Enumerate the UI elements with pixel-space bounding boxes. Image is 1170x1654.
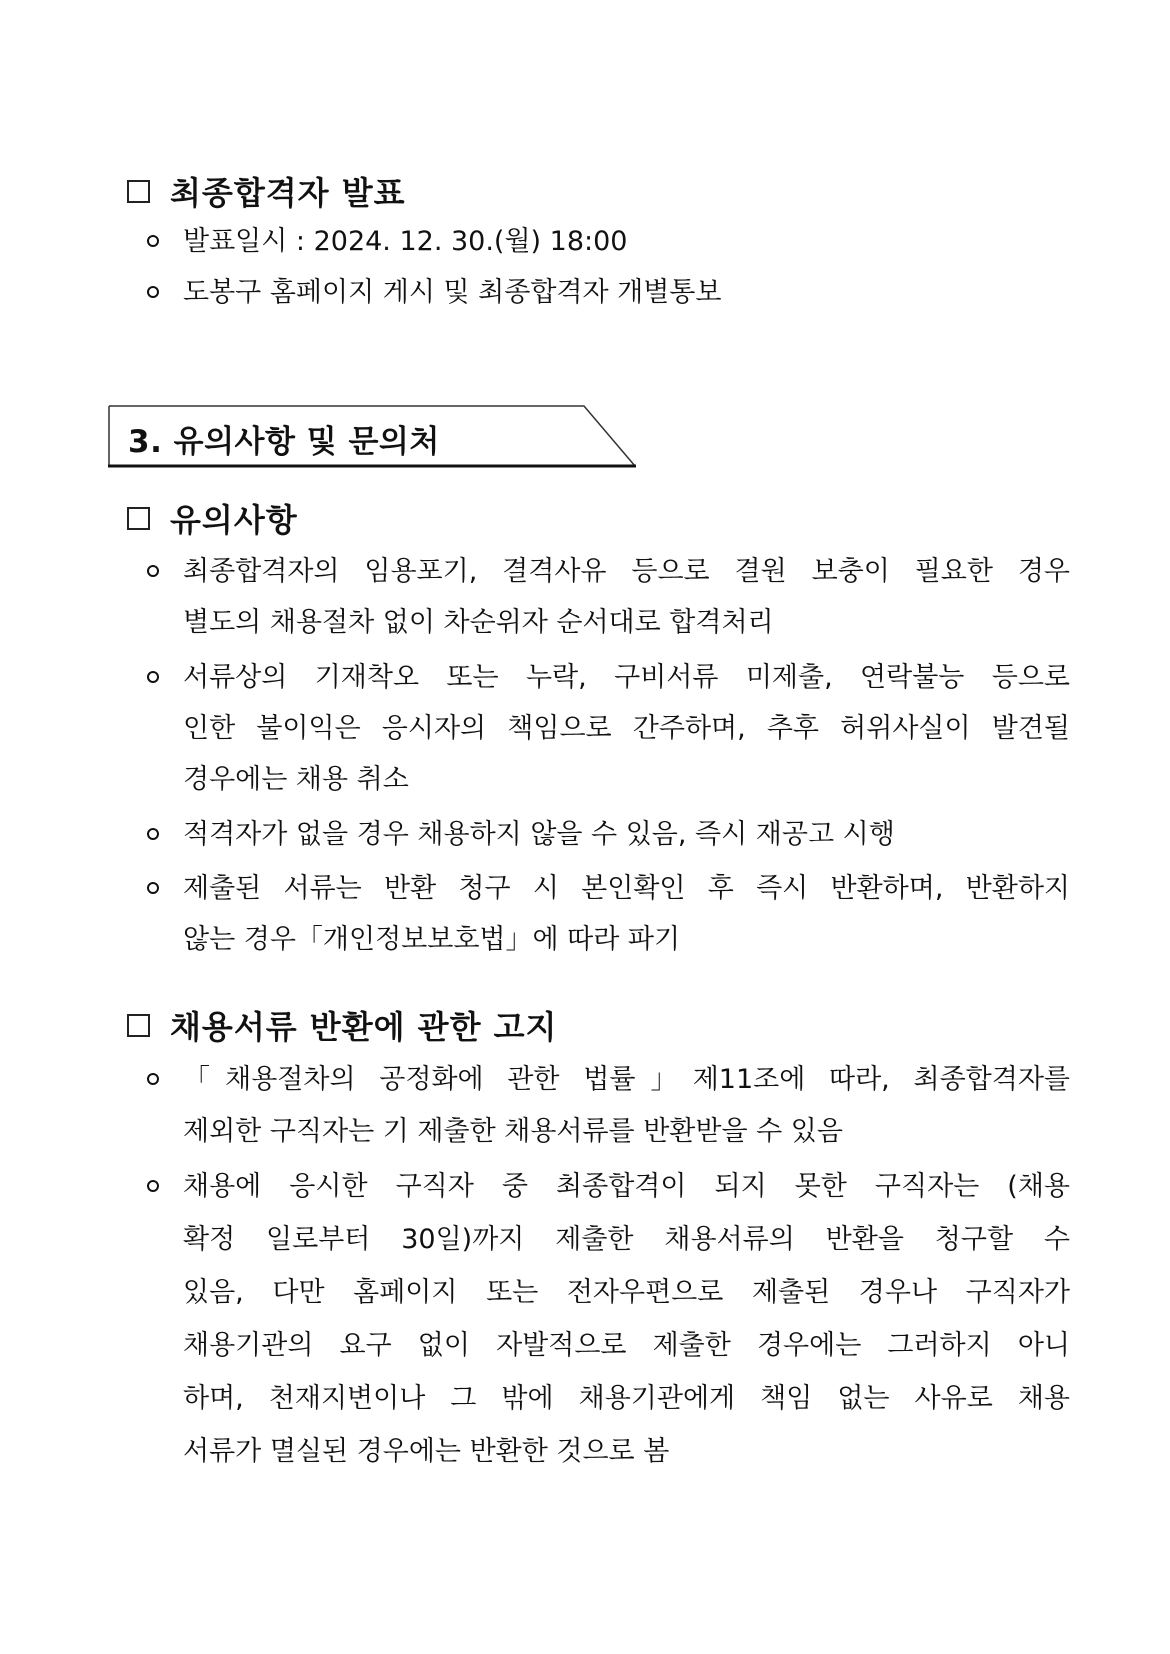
section-banner	[108, 404, 636, 468]
announcement-method: 도봉구 홈페이지 게시 및 최종합격자 개별통보	[183, 277, 722, 308]
heading-document-return	[127, 1002, 557, 1048]
heading-text: 최종합격자 발표	[170, 174, 406, 212]
circle-bullet-icon	[147, 1180, 159, 1192]
announcement-date: 발표일시 : 2024. 12. 30.(월) 18:00	[183, 226, 628, 257]
list-item-text: 제출된 서류는 반환 청구 시 본인확인 후 즉시 반환하며, 반환하지	[183, 873, 1070, 904]
square-bullet-icon	[127, 507, 150, 530]
list-item-continuation: 서류가 멸실된 경우에는 반환한 것으로 봄	[183, 1436, 670, 1467]
circle-bullet-icon	[147, 1073, 159, 1085]
list-item-continuation: 인한 불이익은 응시자의 책임으로 간주하며, 추후 허위사실이 발견될	[183, 713, 1070, 744]
circle-bullet-icon	[147, 565, 159, 577]
heading-notes	[127, 495, 298, 541]
list-item-text: 서류상의 기재착오 또는 누락, 구비서류 미제출, 연락불능 등으로	[183, 662, 1070, 693]
list-item-continuation: 확정 일로부터 30일)까지 제출한 채용서류의 반환을 청구할 수	[183, 1224, 1070, 1255]
list-item-continuation: 별도의 채용절차 없이 차순위자 순서대로 합격처리	[183, 607, 774, 638]
list-item-continuation: 제외한 구직자는 기 제출한 채용서류를 반환받을 수 있음	[183, 1116, 843, 1147]
list-item-text: 최종합격자의 임용포기, 결격사유 등으로 결원 보충이 필요한 경우	[183, 556, 1070, 587]
square-bullet-icon	[127, 1014, 150, 1037]
list-item-continuation: 하며, 천재지변이나 그 밖에 채용기관에게 책임 없는 사유로 채용	[183, 1383, 1070, 1414]
heading-text: 채용서류 반환에 관한 고지	[170, 1008, 558, 1046]
list-item-continuation: 있음, 다만 홈페이지 또는 전자우편으로 제출된 경우나 구직자가	[183, 1277, 1070, 1308]
circle-bullet-icon	[147, 286, 159, 298]
circle-bullet-icon	[147, 235, 159, 247]
list-item-continuation: 경우에는 채용 취소	[183, 764, 409, 795]
heading-final-announcement	[127, 168, 406, 214]
list-item-continuation: 않는 경우「개인정보보호법」에 따라 파기	[183, 924, 681, 955]
heading-text: 유의사항	[170, 501, 298, 539]
list-item-continuation: 채용기관의 요구 없이 자발적으로 제출한 경우에는 그러하지 아니	[183, 1330, 1070, 1361]
circle-bullet-icon	[147, 828, 159, 840]
circle-bullet-icon	[147, 671, 159, 683]
square-bullet-icon	[127, 180, 150, 203]
section-title: 3. 유의사항 및 문의처	[128, 424, 440, 460]
list-item-text: 「채용절차의 공정화에 관한 법률」제11조에 따라, 최종합격자를	[183, 1064, 1070, 1095]
list-item-text: 적격자가 없을 경우 채용하지 않을 수 있음, 즉시 재공고 시행	[183, 819, 895, 850]
circle-bullet-icon	[147, 882, 159, 894]
list-item-text: 채용에 응시한 구직자 중 최종합격이 되지 못한 구직자는 (채용	[183, 1171, 1070, 1202]
